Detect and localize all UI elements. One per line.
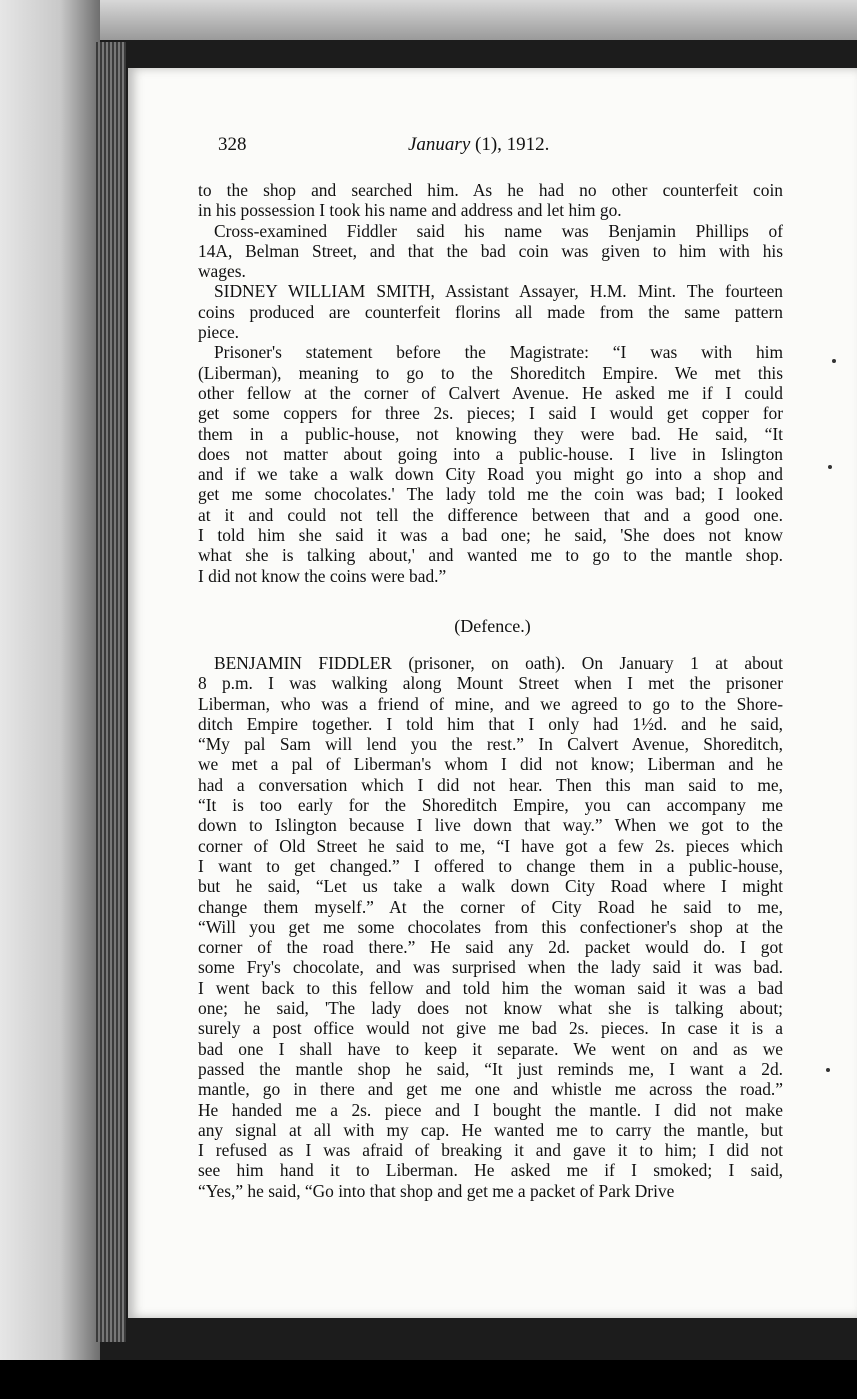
scan-background-left: [0, 0, 100, 1399]
page-head-month: January: [408, 134, 471, 155]
scan-background-top: [0, 0, 857, 40]
text-line: change them myself.” At the corner of City Road he said to me,: [198, 896, 783, 917]
text-line: coins produced are counterfeit florins all made from the same pattern: [198, 301, 783, 322]
text-line: does not matter about going into a public-house. I live in Islington: [198, 443, 783, 464]
text-line: BENJAMIN FIDDLER (prisoner, on oath). On January 1 at about: [214, 653, 783, 673]
text-line: I did not know the coins were bad.”: [198, 565, 447, 586]
text-line: bad one I shall have to keep it separate. We went on and as we: [198, 1038, 783, 1059]
text-line: in his possession I took his name and address and let him go.: [198, 200, 622, 221]
text-line: He handed me a 2s. piece and I bought the mantle. I did not make: [198, 1099, 783, 1120]
text-line: corner of the road there.” He said any 2d. packet would do. I got: [198, 937, 783, 958]
text-line: Cross-examined Fiddler said his name was Benjamin Phillips of: [214, 220, 783, 241]
text-line: I told him she said it was a bad one; he said, 'She does not know: [198, 525, 783, 546]
text-line: and if we take a walk down City Road you might go into a shop and: [198, 464, 783, 485]
text-line: “My pal Sam will lend you the rest.” In Calvert Avenue, Shoreditch,: [198, 734, 783, 755]
text-line: Prisoner's statement before the Magistrate: “I was with him: [214, 342, 783, 363]
text-line: 8 p.m. I was walking along Mount Street when I met the prisoner: [198, 673, 783, 694]
text-line: wages.: [198, 261, 246, 282]
text-line: I went back to this fellow and told him the woman said it was a bad: [198, 977, 783, 998]
text-line: Liberman, who was a friend of mine, and we agreed to go to the Shore-: [198, 693, 783, 714]
text-line: passed the mantle shop he said, “It just reminds me, I want a 2d.: [198, 1058, 783, 1079]
text-line: ditch Empire together. I told him that I only had 1½d. and he said,: [198, 713, 783, 734]
text-line: I refused as I was afraid of breaking it and gave it to him; I did not: [198, 1140, 783, 1161]
margin-mark: [832, 359, 836, 363]
text-line: I want to get changed.” I offered to change them in a public-house,: [198, 855, 783, 876]
text-line: piece.: [198, 322, 240, 343]
text-line: them in a public-house, not knowing they were bad. He said, “It: [198, 423, 783, 444]
text-line: had a conversation which I did not hear. Then this man said to me,: [198, 774, 783, 795]
scan-background-bottom: [0, 1360, 857, 1399]
running-head: [218, 134, 758, 160]
text-line: but he said, “Let us take a walk down City Road where I might: [198, 876, 783, 897]
text-line: (Liberman), meaning to go to the Shoreditch Empire. We met this: [198, 362, 783, 383]
text-line: mantle, go in there and get me one and whistle me across the road.”: [198, 1079, 783, 1100]
text-line: to the shop and searched him. As he had no other counterfeit coin: [198, 180, 783, 200]
text-line: some Fry's chocolate, and was surprised when the lady said it was bad.: [198, 957, 783, 978]
upper-text-block: [198, 180, 783, 586]
text-line: down to Islington because I live down that way.” When we got to the: [198, 815, 783, 836]
text-line: get me some chocolates.' The lady told me the coin was bad; I looked: [198, 484, 783, 505]
text-line: other fellow at the corner of Calvert Avenue. He asked me if I could: [198, 382, 783, 403]
text-line: get some coppers for three 2s. pieces; I said I would get copper for: [198, 403, 783, 424]
text-line: at it and could not tell the difference between that and a good one.: [198, 504, 783, 525]
lower-text-block: [198, 653, 783, 1201]
text-line: “Will you get me some chocolates from this confectioner's shop at the: [198, 916, 783, 937]
page-number: 328: [218, 134, 247, 155]
text-line: corner of Old Street he said to me, “I have got a few 2s. pieces which: [198, 835, 783, 856]
text-line: any signal at all with my cap. He wanted me to carry the mantle, but: [198, 1119, 783, 1140]
book-page: [128, 68, 857, 1318]
text-line: 14A, Belman Street, and that the bad coin was given to him with his: [198, 240, 783, 261]
section-heading: (Defence.): [454, 616, 531, 636]
page-head-rest: (1), 1912.: [470, 134, 550, 155]
text-line: SIDNEY WILLIAM SMITH, Assistant Assayer, H.M. Mint. The fourteen: [214, 281, 783, 302]
text-line: “Yes,” he said, “Go into that shop and get me a packet of Park Drive: [198, 1180, 675, 1201]
text-line: surely a post office would not give me bad 2s. pieces. In case it is a: [198, 1018, 783, 1039]
page-head-date: [408, 134, 549, 156]
text-line: see him hand it to Liberman. He asked me if I smoked; I said,: [198, 1160, 783, 1181]
text-line: one; he said, 'The lady does not know what she is talking about;: [198, 998, 783, 1019]
book-page-edges: [96, 42, 126, 1342]
text-line: we met a pal of Liberman's whom I did not know; Liberman and he: [198, 754, 783, 775]
margin-mark: [828, 465, 832, 469]
text-line: “It is too early for the Shoreditch Empire, you can accompany me: [198, 795, 783, 816]
text-line: what she is talking about,' and wanted me to go to the mantle shop.: [198, 545, 783, 566]
margin-mark: [826, 1068, 830, 1072]
